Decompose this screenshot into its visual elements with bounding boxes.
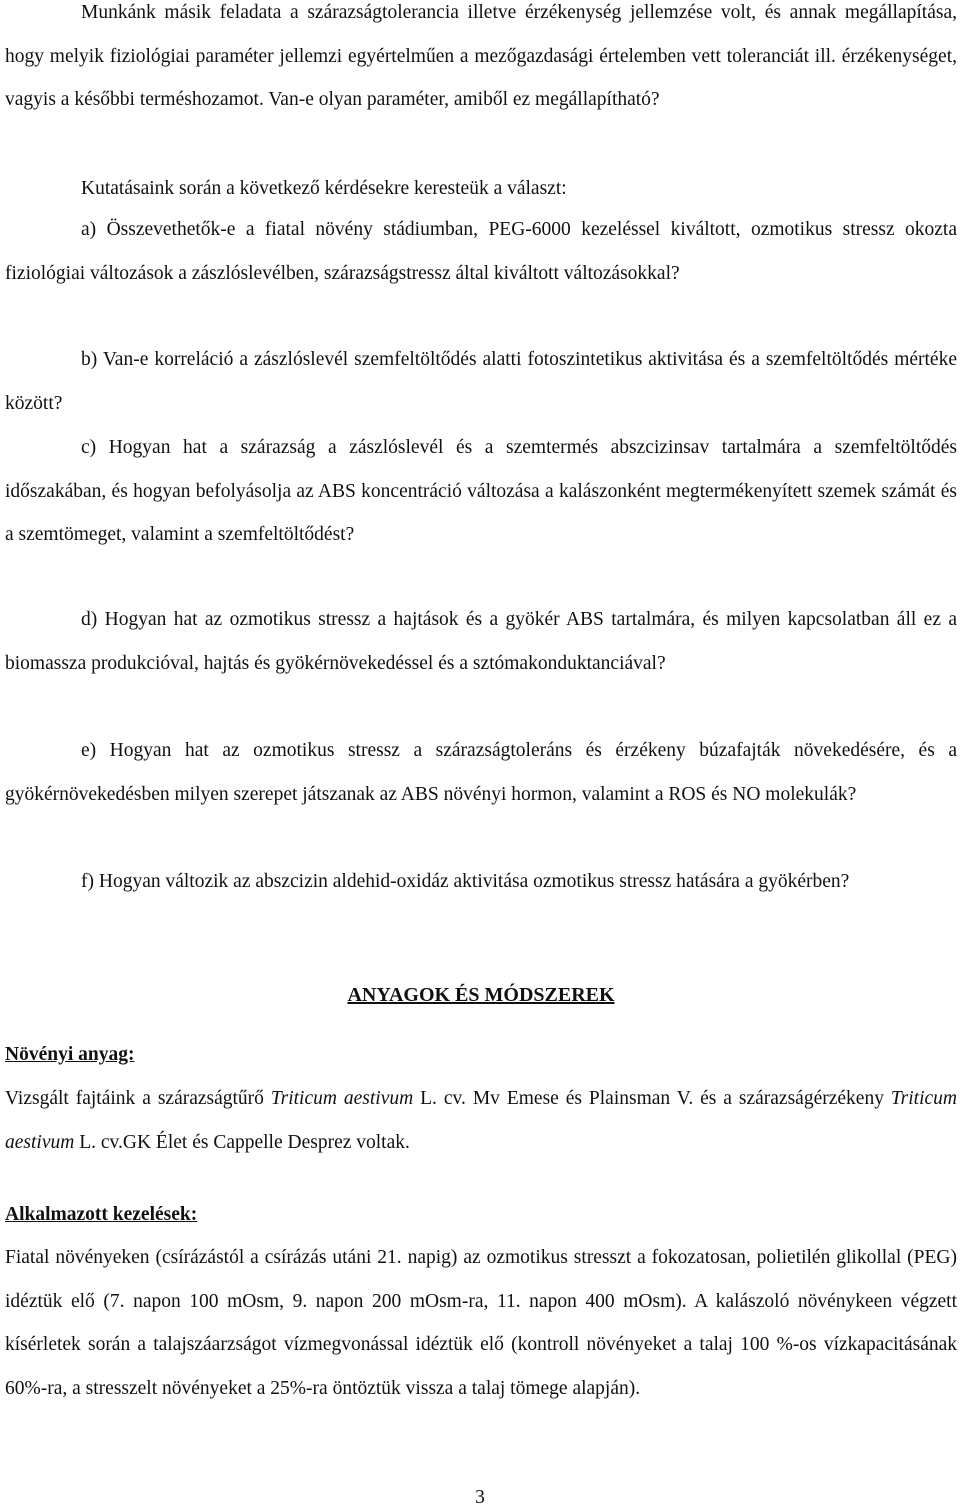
paragraph-intro: Munkánk másik feladata a szárazságtolerancia illetve érzékenység jellemzése volt, és annak megállapítása, hogy melyik fiziológiai paraméter jellemzi egyértelműen a mezőgazdasági értelemben vett toleranciát ill. érzékenységet, vagyis a későbbi terméshozamot. Van-e olyan paraméter, amiből ez megállapítható? xyxy=(5,2,957,110)
species-name-1: Triticum aestivum xyxy=(270,1088,414,1109)
subheading-plant-material-text: Növényi anyag: xyxy=(5,1044,135,1065)
subheading-plant-material xyxy=(5,1033,134,1076)
subheading-treatments xyxy=(5,1193,197,1236)
plant-material-text-1: Vizsgált fajtáink a szárazságtűrő xyxy=(5,1088,271,1109)
question-c: c) Hogyan hat a szárazság a zászlóslevél és a szemtermés abszcizinsav tartalmára a szemfeltöltődés időszakában, és hogyan befolyásolja az ABS koncentráció változása a kalászonként megtermékenyített szemek számát és a szemtömeget, valamint a szemfeltöltődést? xyxy=(5,437,957,545)
question-f: f) Hogyan változik az abszcizin aldehid-oxidáz aktivitása ozmotikus stressz hatására a gyökérben? xyxy=(81,871,850,892)
section-heading-materials-methods xyxy=(5,974,957,1017)
subheading-treatments-text: Alkalmazott kezelések: xyxy=(5,1204,198,1225)
question-e: e) Hogyan hat az ozmotikus stressz a szárazságtoleráns és érzékeny búzafajták növekedésére, és a gyökérnövekedésben milyen szerepet játszanak az ABS növényi hormon, valamint a ROS és NO molekulák? xyxy=(5,740,957,805)
section-heading-text: ANYAGOK ÉS MÓDSZEREK xyxy=(347,984,615,1006)
paragraph-plant-material xyxy=(5,1077,957,1164)
species-name-2: Triticum aestivum xyxy=(5,1088,957,1153)
question-b: b) Van-e korreláció a zászlóslevél szemfeltöltődés alatti fotoszintetikus aktivitása és a szemfeltöltődés mértéke között? xyxy=(5,349,957,414)
paragraph-questions-intro: Kutatásaink során a következő kérdésekre keresteük a választ: xyxy=(81,178,567,199)
page-number: 3 xyxy=(475,1487,485,1508)
paragraph-treatments: Fiatal növényeken (csírázástól a csírázás utáni 21. napig) az ozmotikus stresszt a fokozatosan, polietilén glikollal (PEG) idéztük elő (7. napon 100 mOsm, 9. napon 200 mOsm-ra, 11. napon 400 mOsm). A kalászoló növénykeen végzett kísérletek során a talajszáarzságot vízmegvonással idéztük elő (kontroll növényeket a talaj 100 %-os vízkapacitásának 60%-ra, a stresszelt növényeket a 25%-ra öntöztük vissza a talaj tömege alapján). xyxy=(5,1247,957,1399)
plant-material-text-2: L. cv. Mv Emese és Plainsman V. és a szárazságérzékeny xyxy=(413,1088,891,1109)
question-d: d) Hogyan hat az ozmotikus stressz a hajtások és a gyökér ABS tartalmára, és milyen kapcsolatban áll ez a biomassza produkcióval, hajtás és gyökérnövekedéssel és a sztómakonduktanciával? xyxy=(5,609,957,674)
plant-material-text-3: L. cv.GK Élet és Cappelle Desprez voltak. xyxy=(74,1131,410,1153)
question-a: a) Összevethetők-e a fiatal növény stádiumban, PEG-6000 kezeléssel kiváltott, ozmotikus stressz okozta fiziológiai változások a zászlóslevélben, szárazságstressz által kiváltott változásokkal? xyxy=(5,219,957,284)
